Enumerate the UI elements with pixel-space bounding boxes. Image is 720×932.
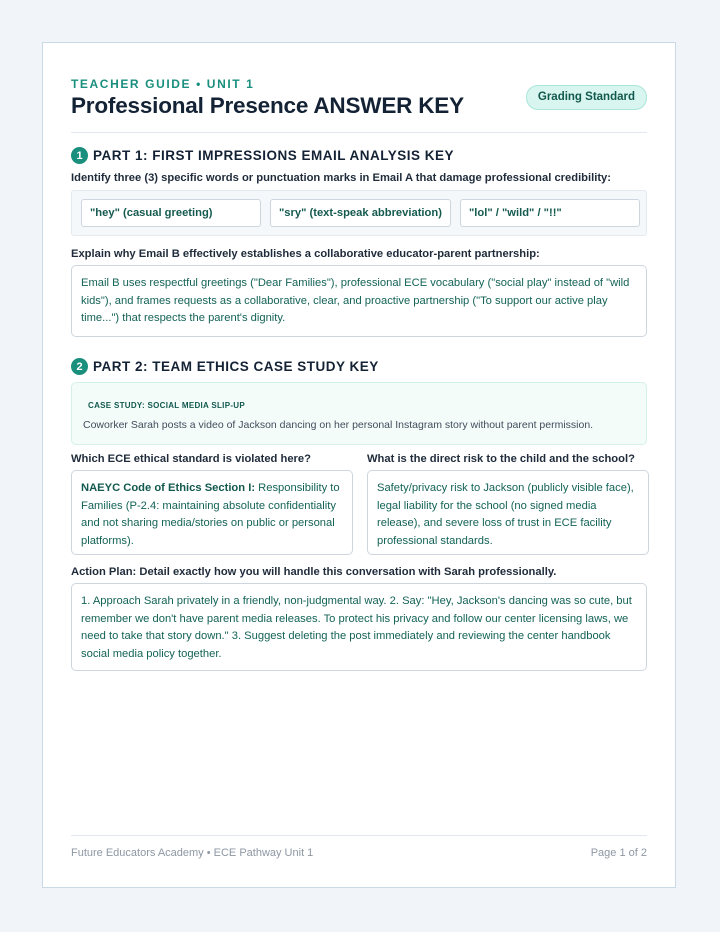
direct-risk-answer: Safety/privacy risk to Jackson (publicly visible face), legal liability for the school (no signed media release), and severe loss of trust in ECE facility professional standards. <box>367 470 649 555</box>
action-plan-answer: 1. Approach Sarah privately in a friendly, non-judgmental way. 2. Say: "Hey, Jackson's dancing was so cute, but remember we don't have parent media releases. To protect his privacy and follow our center licensing laws, we need to take that story down." 3. Suggest deleting the post immediately and reviewing the center handbook social media policy together. <box>71 583 647 671</box>
case-study-card <box>71 382 647 445</box>
part1-heading-text: PART 1: FIRST IMPRESSIONS EMAIL ANALYSIS KEY <box>93 148 455 163</box>
footer-divider <box>71 835 647 836</box>
ethical-standard-answer-text: Responsibility to Families (P-2.4: maintaining absolute confidentiality and not sharing media/stories on public or personal platforms). <box>81 482 340 547</box>
question-direct-risk: What is the direct risk to the child and the school? <box>367 453 635 465</box>
answer-chip-tray <box>71 190 647 236</box>
answer-chip-1: "hey" (casual greeting) <box>81 199 261 227</box>
header-divider <box>71 132 647 133</box>
part1-question-1: Identify three (3) specific words or punctuation marks in Email A that damage professional credibility: <box>71 172 612 184</box>
part2-heading <box>71 358 379 375</box>
ethical-standard-answer-bold: NAEYC Code of Ethics Section I: <box>81 482 256 494</box>
question-ethical-standard: Which ECE ethical standard is violated here? <box>71 453 311 465</box>
part1-heading <box>71 147 454 164</box>
answer-chip-3: "lol" / "wild" / "!!" <box>460 199 640 227</box>
eyebrow-label: TEACHER GUIDE • UNIT 1 <box>71 77 255 91</box>
case-study-text: Coworker Sarah posts a video of Jackson dancing on her personal Instagram story without parent permission. <box>83 419 594 431</box>
grading-standard-badge: Grading Standard <box>526 85 647 110</box>
footer-left: Future Educators Academy • ECE Pathway Unit 1 <box>71 847 314 859</box>
part2-number-badge: 2 <box>71 358 88 375</box>
page-number: Page 1 of 2 <box>590 847 647 859</box>
email-b-answer: Email B uses respectful greetings ("Dear Families"), professional ECE vocabulary ("social play" instead of "wild kids"), and frames requests as a collaborative, clear, and proactive partnership ("To support our active play time...") that respects the parent's dignity. <box>71 265 647 337</box>
part1-number-badge: 1 <box>71 147 88 164</box>
ethical-standard-answer <box>71 470 353 555</box>
answer-chip-2: "sry" (text-speak abbreviation) <box>270 199 451 227</box>
part2-heading-text: PART 2: TEAM ETHICS CASE STUDY KEY <box>93 359 379 374</box>
part1-question-2: Explain why Email B effectively establishes a collaborative educator-parent partnership: <box>71 248 540 260</box>
page-title: Professional Presence ANSWER KEY <box>71 93 464 118</box>
question-action-plan: Action Plan: Detail exactly how you will handle this conversation with Sarah professionally. <box>71 566 557 578</box>
case-study-label: CASE STUDY: SOCIAL MEDIA SLIP-UP <box>88 401 246 410</box>
worksheet-page <box>42 42 676 888</box>
